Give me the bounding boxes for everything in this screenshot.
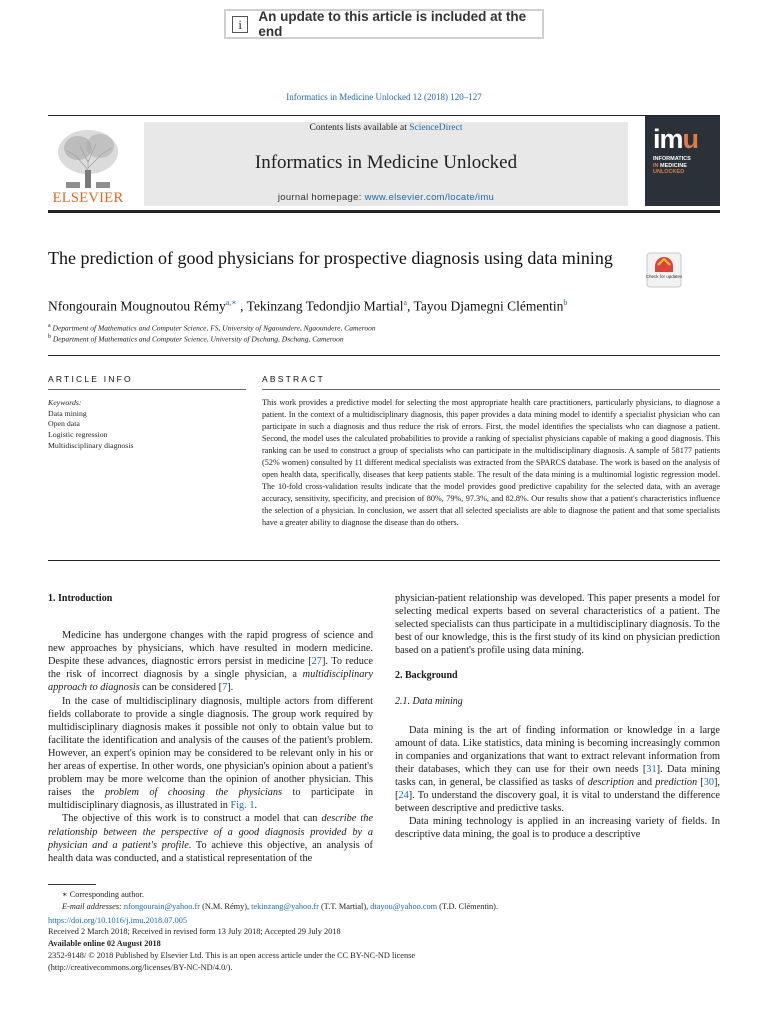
homepage-prefix: journal homepage: (277, 192, 365, 203)
article-info-heading: ARTICLE INFO (48, 374, 133, 384)
received-dates: Received 2 March 2018; Received in revised form 13 July 2018; Accepted 29 July 2018 (48, 927, 341, 937)
citation-link[interactable]: 27 (311, 656, 322, 668)
author-sup[interactable]: b (563, 298, 568, 307)
body-column-right (395, 592, 720, 842)
affiliation-text: Department of Mathematics and Computer Science, FS, University of Ngaoundere, Ngaoundere, Cameroon (52, 323, 376, 333)
citation-link[interactable]: 24 (398, 790, 409, 802)
publisher-name: ELSEVIER (52, 190, 124, 206)
keywords-label: Keywords: (48, 398, 82, 407)
section-heading: 1. Introduction (48, 593, 113, 604)
body-column-left (48, 592, 373, 865)
available-online: Available online 02 August 2018 (48, 939, 161, 949)
paragraph: In the case of multidisciplinary diagnosis, multiple actors from different fields collaborate to provide a single diagnosis. The group work required by multidisciplinary diagnosis makes it possible not only to obtain value but to facilitate the identification and analysis of the causes of the patient's problem. However, an expert's opinion may be considered to be relevant only in his or her areas of expertise. In other words, one physician's opinion about a patient's problem may be more welcome than the opinion of another physician. This raises the problem of choosing the physicians to participate in multidisciplinary diagnosis, as illustrated in Fig. 1. (48, 695, 373, 812)
abstract-heading: ABSTRACT (262, 374, 325, 384)
keyword-item: Multidisciplinary diagnosis (48, 440, 134, 450)
contents-prefix: Contents lists available at (309, 123, 410, 133)
citation-link[interactable]: 30 (703, 777, 714, 789)
cover-line-3: UNLOCKED (653, 169, 685, 175)
svg-text:Check for updates: Check for updates (646, 274, 682, 279)
homepage-link[interactable]: www.elsevier.com/locate/imu (364, 192, 495, 203)
cover-line-2: MEDICINE (660, 162, 687, 169)
cover-in: IN (653, 162, 659, 169)
keyword-item: Logistic regression (48, 430, 108, 440)
author-name[interactable]: Nfongourain Mougnoutou Rémy (48, 298, 226, 314)
keyword-item: Open data (48, 419, 80, 429)
affiliation-text: Department of Mathematics and Computer Science, University of Dschang, Dschang, Cameroon (52, 334, 344, 344)
article-info-rule (48, 389, 246, 390)
keywords-block (48, 398, 134, 452)
cover-logo (653, 124, 698, 155)
abstract-rule (262, 389, 720, 390)
article-title: The prediction of good physicians for prospective diagnosis using data mining (48, 248, 613, 268)
license-text: 2352-9148/ © 2018 Published by Elsevier Ltd. This is an open access article under the CC BY-NC-ND license (48, 950, 415, 960)
citation-link[interactable]: 31 (646, 763, 657, 775)
header-top-rule (48, 115, 720, 116)
subsection-heading: 2.1. Data mining (395, 695, 463, 707)
author-list: Nfongourain Mougnoutou Rémy$^{a,∗}$ , Tekinzang Tedondjio Martial$^a$, Tayou Djamegni Clémentin$^b$ (48, 298, 568, 314)
abstract-text: This work provides a predictive model for selecting the most appropriate health care practitioners, particularly physicians, to diagnose a patient. In the context of a multidisciplinary diagnosis, this paper provides a data mining model to identify a specialist physician who can participate in such a diagnosis and thus reduce the risk of errors. First, the model identifies the specialists who can diagnose a patient. Second, the model uses the calculated probabilities to provide a ranking of specialist physicians capable of making a good diagnosis. This ranking can be used to construct a group of specialists who can participate in the multidisciplinary diagnosis. A sample of 58177 patients (52% women) consulted by 11 different medical specialists was extracted from the SPARCS database. The work is based on the analysis of open health data, specifically, diseases that keep patients stable. The result of the data mining is a multinomial logistic regression model. The 10-fold cross-validation results indicate that the model provides good predictive capability for the selected data, with an average accuracy, sensitivity, specificity, and precision of 80%, 79%, 97.3%, and 82.8%. Our results show that a patient's characteristics influence the selection of a physician. In conclusion, we assert that all selected specialists are able to diagnose the patient and that some specialists have a greater ability to diagnose the disease than do others. (262, 398, 720, 527)
cover-line-1: INFORMATICS (653, 156, 691, 162)
header-bottom-rule (48, 210, 720, 213)
paragraph: The objective of this work is to construct a model that can describe the relationship between the perspective of a good diagnosis provided by a physician and a patient's profile. To achieve this objective, an analysis of health data was conducted, and a statistical representation of the (48, 813, 373, 864)
update-banner-text: An update to this article is included at the end (258, 9, 527, 39)
keyword-item: Data mining (48, 408, 87, 418)
paragraph: physician-patient relationship was developed. This paper presents a model for selecting medical experts based on several characteristics of a patient. The selected specialists can thus participate in a multidisciplinary diagnosis. To the best of our knowledge, this is the first study of its kind on physician prediction based on a patient's profile using data mining. (395, 593, 720, 657)
abstract-end-rule (48, 560, 720, 561)
paragraph: Data mining is the art of finding information or knowledge in a large amount of data. Like statistics, data mining is becoming increasingly common in companies and organizations that want to extract relevant information from their databases, which they can use for their own needs [31]. Data mining tasks can, in general, be classified as tasks of description and prediction [30], [24]. To understand the discovery goal, it is vital to understand the difference between descriptive and predictive tasks. (395, 724, 721, 815)
info-icon: i (232, 16, 248, 33)
affiliation (48, 334, 344, 344)
license-url[interactable]: (http://creativecommons.org/licenses/BY-NC-ND/4.0/). (48, 962, 233, 972)
journal-citation[interactable]: Informatics in Medicine Unlocked 12 (2018) 120–127 (286, 92, 482, 102)
author-name[interactable]: Tekinzang Tedondjio Martial (246, 298, 404, 314)
contents-line (144, 123, 628, 133)
footnotes (48, 889, 720, 974)
cover-logo-accent: u (682, 124, 699, 154)
email-link[interactable]: nfongourain@yahoo.fr (123, 901, 200, 911)
email-addresses: E-mail addresses: nfongourain@yahoo.fr (N.M. Rémy), tekinzang@yahoo.fr (T.T. Martial), dtayou@yahoo.com (T.D. Clémentin). (62, 901, 499, 911)
author-name[interactable]: Tayou Djamegni Clémentin (413, 298, 564, 314)
email-link[interactable]: tekinzang@yahoo.fr (251, 901, 319, 911)
doi-link[interactable]: https://doi.org/10.1016/j.imu.2018.07.005 (48, 915, 188, 925)
affiliation (48, 323, 376, 333)
author-sup[interactable]: a (403, 298, 408, 307)
author-sup[interactable]: a,∗ (225, 298, 237, 307)
section-heading: 2. Background (395, 670, 458, 682)
cover-logo-main: im (653, 124, 683, 154)
check-for-updates-icon[interactable] (646, 252, 682, 288)
sciencedirect-link[interactable]: ScienceDirect (409, 123, 463, 133)
footnote-rule (48, 884, 96, 885)
affiliation-marker: b (48, 334, 51, 340)
section-rule (48, 355, 720, 356)
email-link[interactable]: dtayou@yahoo.com (370, 901, 438, 911)
cover-title (653, 156, 691, 176)
paragraph: Data mining technology is applied in an increasing variety of fields. In descriptive data mining, the goal is to produce a descriptive (395, 816, 720, 841)
journal-cover (645, 116, 720, 206)
figure-link[interactable]: Fig. 1 (230, 800, 255, 812)
journal-title: Informatics in Medicine Unlocked (254, 152, 518, 173)
paragraph: Medicine has undergone changes with the rapid progress of science and new approaches by physicians, which have resulted in modern medicine. Despite these advances, diagnostic errors persist in medicine [27]. To reduce the risk of incorrect diagnosis by a single physician, a multidisciplinary approach to diagnosis can be considered [7]. (48, 630, 373, 694)
citation-link[interactable]: 7 (222, 682, 228, 694)
corresponding-author-note: ∗ Corresponding author. (62, 890, 144, 899)
homepage-line (144, 192, 628, 203)
update-banner[interactable] (224, 9, 544, 39)
affiliation-marker: a (48, 323, 51, 329)
